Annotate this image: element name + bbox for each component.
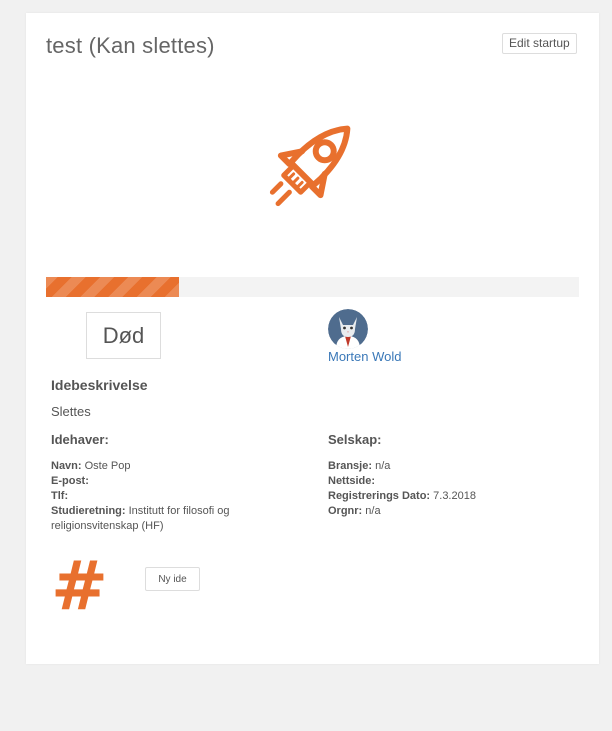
description-text: Slettes	[51, 404, 91, 419]
owner-email-row	[51, 474, 276, 489]
progress-fill	[46, 277, 179, 297]
description-heading: Idebeskrivelse	[51, 377, 148, 393]
hashtag-icon: #	[51, 547, 108, 626]
company-website-row	[328, 474, 568, 489]
owner-name-row	[51, 459, 276, 474]
idea-owner-info	[51, 459, 276, 534]
rocket-icon	[256, 108, 368, 220]
owner-study-row	[51, 504, 276, 534]
company-info	[328, 459, 568, 519]
field-label: E-post:	[51, 475, 89, 487]
owner-name-link[interactable]: Morten Wold	[328, 349, 402, 364]
avatar	[328, 309, 368, 349]
page-title: test (Kan slettes)	[46, 33, 215, 58]
new-idea-button[interactable]: Ny ide	[145, 567, 200, 591]
company-heading: Selskap:	[328, 432, 382, 447]
field-label: Bransje:	[328, 460, 373, 472]
field-value: 7.3.2018	[433, 490, 476, 502]
field-label: Registrerings Dato:	[328, 490, 431, 502]
edit-startup-button[interactable]: Edit startup	[502, 33, 577, 54]
field-label: Orgnr:	[328, 505, 363, 517]
field-value: Oste Pop	[84, 460, 131, 472]
company-industry-row	[328, 459, 568, 474]
field-value: Institutt for filosofi og religionsvitenskap (HF)	[51, 505, 230, 532]
field-label: Navn:	[51, 460, 82, 472]
field-value: n/a	[375, 460, 391, 472]
field-value: n/a	[365, 505, 381, 517]
field-label: Nettside:	[328, 475, 376, 487]
idea-owner-heading: Idehaver:	[51, 432, 109, 447]
progress-bar	[46, 277, 579, 297]
company-orgnr-row	[328, 504, 568, 519]
owner-phone-row	[51, 489, 276, 504]
company-regdate-row	[328, 489, 568, 504]
startup-card	[26, 13, 599, 664]
field-label: Studieretning:	[51, 505, 126, 517]
status-badge: Død	[86, 312, 161, 359]
field-label: Tlf:	[51, 490, 69, 502]
